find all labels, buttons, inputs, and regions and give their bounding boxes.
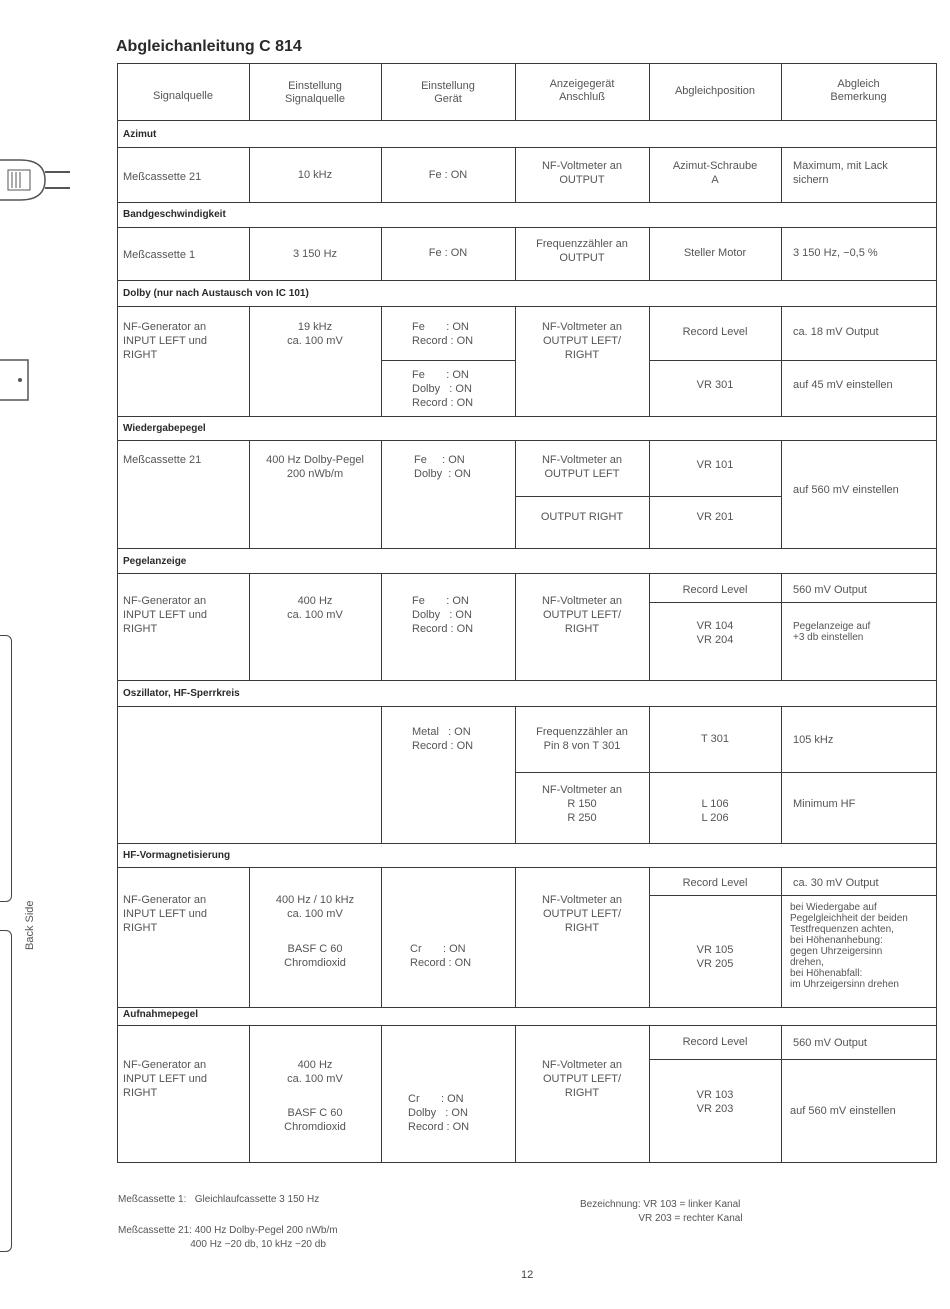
cell-setting-device: Metal : ON Record : ON bbox=[412, 726, 474, 752]
cell-remark: ca. 30 mV Output bbox=[793, 877, 879, 889]
cell-source: Meßcassette 21 bbox=[123, 454, 202, 466]
cell-setting-device: Fe : ON bbox=[428, 169, 468, 181]
cell-source: NF-Generator an INPUT LEFT und RIGHT bbox=[123, 321, 207, 361]
cell-setting-device: Fe : ON Dolby : ON Record : ON bbox=[412, 595, 474, 635]
cell-remark: 3 150 Hz, −0,5 % bbox=[793, 247, 878, 259]
cell-source: Meßcassette 1 bbox=[123, 249, 196, 261]
cell-setting-device: Fe : ON Dolby : ON bbox=[414, 454, 471, 480]
cell-remark: ca. 18 mV Output bbox=[793, 326, 879, 338]
cell-remark: 105 kHz bbox=[793, 734, 834, 746]
socket-icon bbox=[0, 355, 35, 418]
header-abgleichposition: Abgleichposition bbox=[674, 85, 756, 97]
cell-setting-source: 400 Hz Dolby-Pegel 200 nWb/m bbox=[266, 454, 364, 480]
side-label: Back Side bbox=[24, 900, 36, 950]
cell-position: VR 104 VR 204 bbox=[696, 620, 734, 646]
binder-tab-lower bbox=[0, 930, 12, 1252]
header-einstellung-geraet: Einstellung Gerät bbox=[421, 80, 475, 105]
page-title: Abgleichanleitung C 814 bbox=[116, 38, 302, 55]
cell-meter: NF-Voltmeter an OUTPUT LEFT/ RIGHT bbox=[541, 1059, 623, 1099]
cell-remark: Maximum, mit Lack sichern bbox=[793, 160, 888, 186]
cell-position: T 301 bbox=[701, 733, 729, 745]
cell-remark: auf 45 mV einstellen bbox=[793, 379, 893, 391]
section-title: Pegelanzeige bbox=[123, 556, 187, 567]
cell-meter: Frequenzzähler an Pin 8 von T 301 bbox=[536, 726, 628, 752]
cell-setting-device: Fe : ON Dolby : ON Record : ON bbox=[412, 369, 474, 409]
header-abgleich-bemerkung: Abgleich Bemerkung bbox=[830, 78, 887, 103]
cell-setting-source: 400 Hz / 10 kHz ca. 100 mV bbox=[275, 894, 355, 920]
cell-meter: Frequenzzähler an OUTPUT bbox=[536, 238, 628, 264]
cell-position: VR 301 bbox=[696, 379, 734, 391]
footnote-bezeichnung: Bezeichnung: VR 103 = linker Kanal VR 203 = rechter Kanal bbox=[580, 1199, 743, 1224]
section-title: Wiedergabepegel bbox=[123, 423, 206, 434]
section-title: Aufnahmepegel bbox=[123, 1009, 199, 1020]
page-number: 12 bbox=[521, 1269, 534, 1281]
cell-remark: auf 560 mV einstellen bbox=[793, 484, 899, 496]
footnote-messcassette-21: Meßcassette 21: 400 Hz Dolby-Pegel 200 nWb/m 400 Hz −20 db, 10 kHz −20 db bbox=[118, 1225, 338, 1250]
header-anzeigegeraet: Anzeigegerät Anschluß bbox=[549, 78, 615, 103]
section-title: Oszillator, HF-Sperrkreis bbox=[123, 688, 240, 699]
cell-setting-device: Fe : ON bbox=[428, 247, 468, 259]
cell-remark: Pegelanzeige auf +3 db einstellen bbox=[793, 621, 871, 643]
cell-position: VR 101 bbox=[696, 459, 734, 471]
cell-position: Record Level bbox=[682, 326, 748, 338]
cell-remark: 560 mV Output bbox=[793, 584, 867, 596]
cell-setting-source: BASF C 60 Chromdioxid bbox=[284, 943, 346, 969]
section-title: Dolby (nur nach Austausch von IC 101) bbox=[123, 288, 309, 299]
cell-remark: bei Wiedergabe auf Pegelgleichheit der beiden Testfrequenzen achten, bei Höhenanhebung: gegen Uhrzeigersinn drehen, bei Höhenabfall: im Uhrzeigersinn drehen bbox=[790, 902, 908, 990]
cell-meter: OUTPUT RIGHT bbox=[540, 511, 624, 523]
section-title: HF-Vormagnetisierung bbox=[123, 850, 231, 861]
cell-setting-source: 19 kHz ca. 100 mV bbox=[287, 321, 343, 347]
footnote-messcassette-1: Meßcassette 1: Gleichlaufcassette 3 150 Hz bbox=[118, 1194, 320, 1205]
cell-meter: NF-Voltmeter an OUTPUT bbox=[541, 160, 623, 186]
cell-position: Azimut-Schraube A bbox=[672, 160, 758, 186]
cell-position: Record Level bbox=[682, 877, 748, 889]
cell-source: NF-Generator an INPUT LEFT und RIGHT bbox=[123, 595, 207, 635]
section-title: Azimut bbox=[123, 129, 157, 140]
cell-source: NF-Generator an INPUT LEFT und RIGHT bbox=[123, 1059, 207, 1099]
cell-meter: NF-Voltmeter an R 150 R 250 bbox=[541, 784, 623, 824]
cell-setting-source: 400 Hz ca. 100 mV bbox=[287, 1059, 343, 1085]
cell-source: Meßcassette 21 bbox=[123, 171, 202, 183]
cell-setting-source: 400 Hz ca. 100 mV bbox=[287, 595, 343, 621]
cell-position: VR 105 VR 205 bbox=[696, 944, 734, 970]
cell-setting-device: Cr : ON Record : ON bbox=[410, 943, 472, 969]
cell-setting-device: Cr : ON Dolby : ON Record : ON bbox=[408, 1093, 470, 1133]
header-signalquelle: Signalquelle bbox=[153, 90, 213, 102]
plug-icon bbox=[0, 150, 75, 213]
cell-meter: NF-Voltmeter an OUTPUT LEFT/ RIGHT bbox=[541, 894, 623, 934]
binder-tab-upper bbox=[0, 635, 12, 902]
cell-setting-source: BASF C 60 Chromdioxid bbox=[284, 1107, 346, 1133]
cell-meter: NF-Voltmeter an OUTPUT LEFT/ RIGHT bbox=[541, 321, 623, 361]
cell-source: NF-Generator an INPUT LEFT und RIGHT bbox=[123, 894, 207, 934]
cell-position: L 106 L 206 bbox=[701, 798, 729, 824]
cell-position: Record Level bbox=[682, 584, 748, 596]
cell-remark: Minimum HF bbox=[793, 798, 856, 810]
cell-remark: auf 560 mV einstellen bbox=[790, 1105, 896, 1117]
header-einstellung-signalquelle: Einstellung Signalquelle bbox=[285, 80, 345, 105]
cell-meter: NF-Voltmeter an OUTPUT LEFT/ RIGHT bbox=[541, 595, 623, 635]
cell-setting-source: 3 150 Hz bbox=[292, 248, 338, 260]
cell-remark: 560 mV Output bbox=[793, 1037, 867, 1049]
cell-position: Steller Motor bbox=[683, 247, 747, 259]
cell-setting-source: 10 kHz bbox=[297, 169, 333, 181]
section-title: Bandgeschwindigkeit bbox=[123, 209, 226, 220]
cell-setting-device: Fe : ON Record : ON bbox=[412, 321, 474, 347]
cell-position: VR 201 bbox=[696, 511, 734, 523]
cell-position: VR 103 VR 203 bbox=[696, 1089, 734, 1115]
cell-position: Record Level bbox=[682, 1036, 748, 1048]
cell-meter: NF-Voltmeter an OUTPUT LEFT bbox=[541, 454, 623, 480]
